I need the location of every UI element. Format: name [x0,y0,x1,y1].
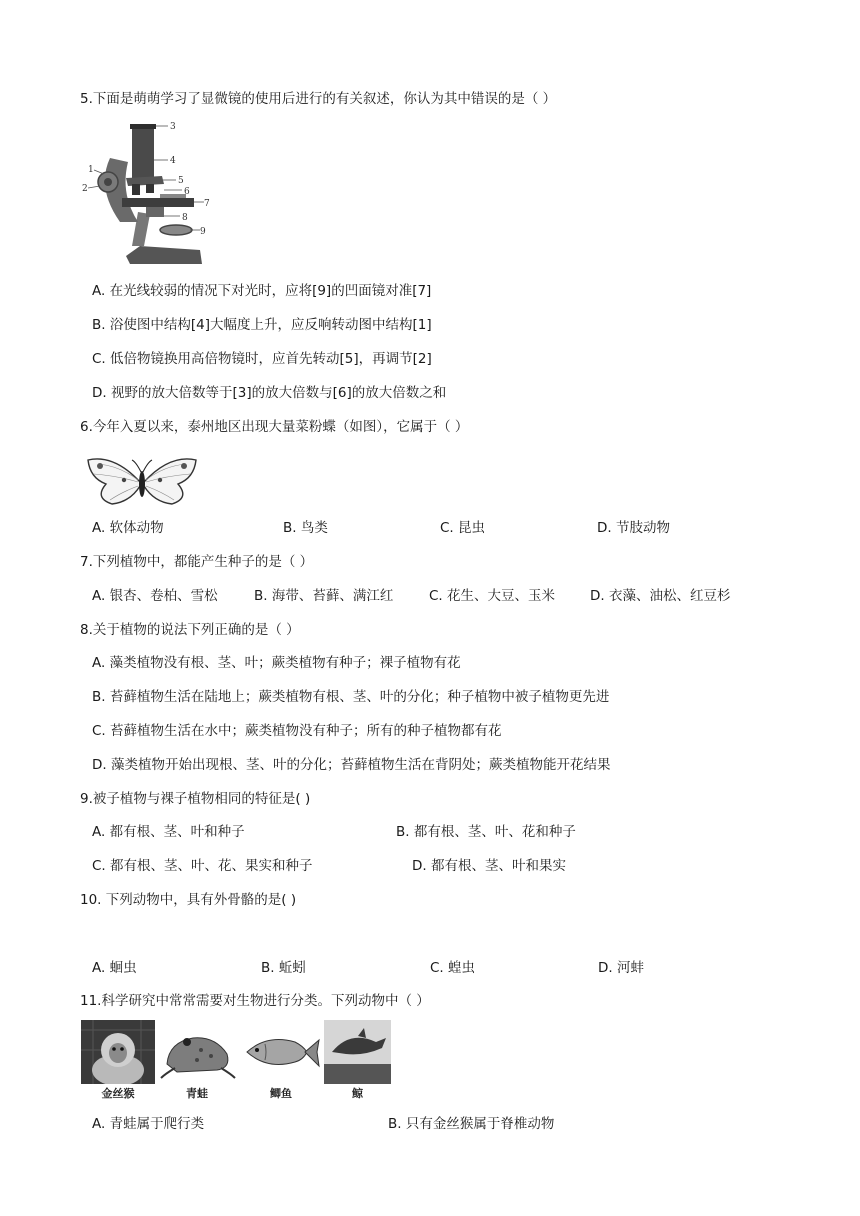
whale-caption: 鲸 [352,1087,363,1100]
golden-monkey-caption: 金丝猴 [101,1087,135,1100]
q7-option-b[interactable]: B. 海带、苔藓、满江红 [254,588,394,604]
q5-option-a[interactable]: A. 在光线较弱的情况下对光时，应将[9]的凹面镜对准[7] [92,283,432,299]
q5-option-d[interactable]: D. 视野的放大倍数等于[3]的放大倍数与[6]的放大倍数之和 [92,385,447,401]
frog-caption: 青蛙 [186,1087,208,1100]
q8-option-a[interactable]: A. 藻类植物没有根、茎、叶；蕨类植物有种子；裸子植物有花 [92,655,461,671]
label-6: 6 [184,187,190,197]
q5-option-b[interactable]: B. 浴使图中结构[4]大幅度上升，应反响转动图中结构[1] [92,317,432,333]
q9-option-b[interactable]: B. 都有根、茎、叶、花和种子 [396,824,576,840]
q11-option-a[interactable]: A. 青蛙属于爬行类 [92,1116,205,1132]
q6-option-c[interactable]: C. 昆虫 [440,520,486,536]
golden-monkey-image [81,1020,155,1084]
q6-option-d[interactable]: D. 节肢动物 [597,520,670,536]
q10-option-c[interactable]: C. 蝗虫 [430,960,476,976]
q9-option-a[interactable]: A. 都有根、茎、叶和种子 [92,824,245,840]
butterfly-figure [84,452,200,512]
frog-image [157,1024,237,1080]
q6-option-b[interactable]: B. 鸟类 [283,520,328,536]
q8-option-b[interactable]: B. 苔藓植物生活在陆地上；蕨类植物有根、茎、叶的分化；种子植物中被子植物更先进 [92,689,610,705]
label-5: 5 [178,176,184,186]
q8-option-d[interactable]: D. 藻类植物开始出现根、茎、叶的分化；苔藓植物生活在背阴处；蕨类植物能开花结果 [92,757,611,773]
crucian-carp-image [241,1030,321,1076]
label-9: 9 [200,227,206,237]
q5-option-c[interactable]: C. 低倍物镜换用高倍物镜时，应首先转动[5]，再调节[2] [92,351,432,367]
q7-option-d[interactable]: D. 衣藻、油松、红豆杉 [590,588,731,604]
label-1: 1 [88,165,94,175]
q7-stem: 7.下列植物中，都能产生种子的是（ ） [80,554,314,570]
q9-option-d[interactable]: D. 都有根、茎、叶和果实 [412,858,566,874]
label-3: 3 [170,122,176,132]
label-8: 8 [182,213,188,223]
q7-option-c[interactable]: C. 花生、大豆、玉米 [429,588,556,604]
label-4: 4 [170,156,176,166]
microscope-figure [80,118,210,270]
label-2: 2 [82,184,88,194]
q5-stem: 5.下面是萌萌学习了显微镜的使用后进行的有关叙述，你认为其中错误的是（ ） [80,91,557,107]
q7-option-a[interactable]: A. 银杏、卷柏、雪松 [92,588,218,604]
q8-stem: 8.关于植物的说法下列正确的是（ ） [80,622,300,638]
q6-stem: 6.今年入夏以来，泰州地区出现大量菜粉蝶（如图），它属于（ ） [80,419,469,435]
q9-option-c[interactable]: C. 都有根、茎、叶、花、果实和种子 [92,858,313,874]
whale-image [324,1020,391,1084]
q6-option-a[interactable]: A. 软体动物 [92,520,164,536]
crucian-carp-caption: 鲫鱼 [270,1087,292,1100]
q11-stem: 11.科学研究中常常需要对生物进行分类。下列动物中（ ） [80,993,430,1009]
label-7: 7 [204,199,210,209]
q8-option-c[interactable]: C. 苔藓植物生活在水中；蕨类植物没有种子；所有的种子植物都有花 [92,723,502,739]
q10-stem: 10. 下列动物中，具有外骨骼的是( ) [80,892,297,908]
q10-option-a[interactable]: A. 蛔虫 [92,960,137,976]
q11-option-b[interactable]: B. 只有金丝猴属于脊椎动物 [388,1116,555,1132]
q10-option-d[interactable]: D. 河蚌 [598,960,644,976]
q9-stem: 9.被子植物与裸子植物相同的特征是( ) [80,791,311,807]
q10-option-b[interactable]: B. 蚯蚓 [261,960,306,976]
